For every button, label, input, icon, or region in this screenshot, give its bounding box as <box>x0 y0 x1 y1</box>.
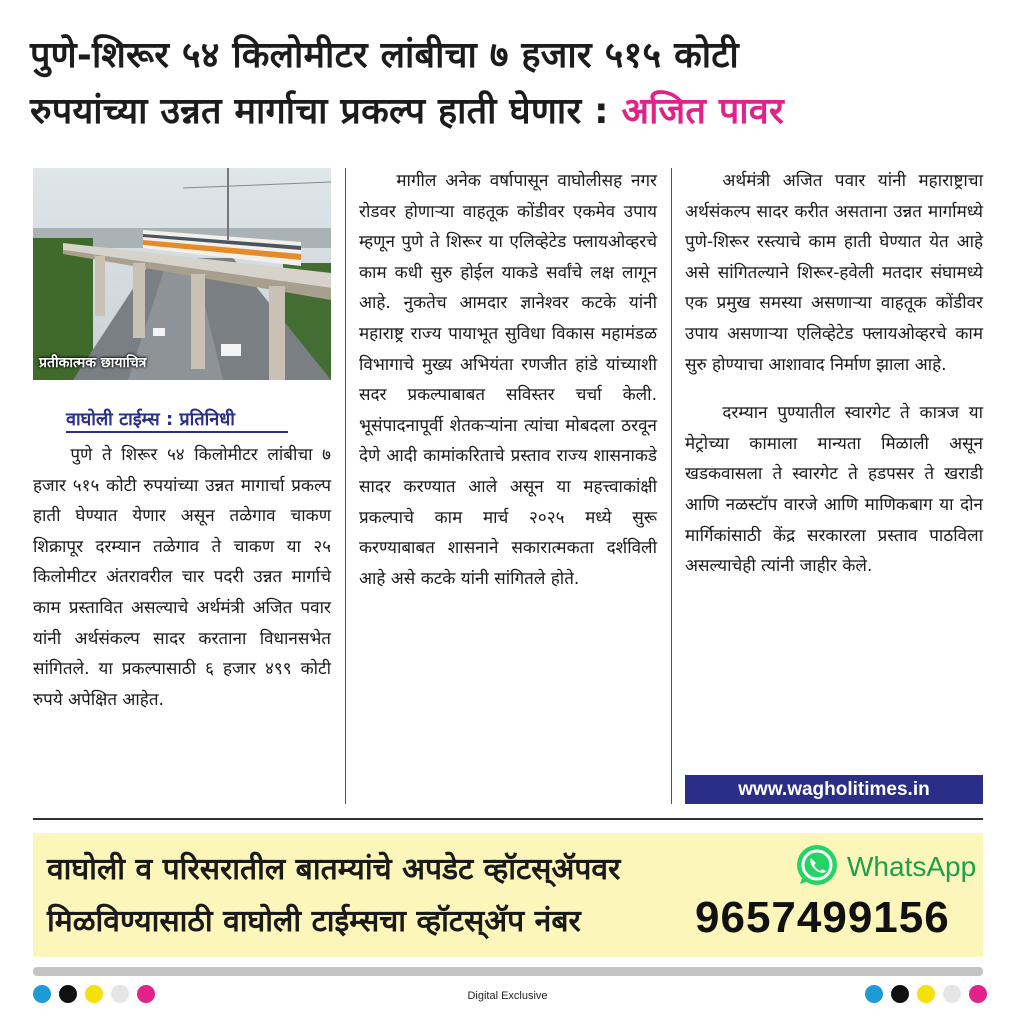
headline-line-2 <box>30 84 990 140</box>
whatsapp-phone-number[interactable]: 9657499156 <box>695 893 950 942</box>
column-divider <box>345 168 346 804</box>
banner-line-2: मिळविण्यासाठी वाघोली टाईम्सचा व्हॉटस्ॲप नंबर <box>47 904 581 939</box>
column-3-paragraph-2: दरम्यान पुण्यातील स्वारगेट ते कात्रज या मेट्रोच्या कामाला मान्यता मिळाली असून खडकवासला ते स्वारगेट ते हडपसर ते खराडी आणि नळस्टॉप वारजे आणि माणिकबाग या दोन मार्गिकांसाठी केंद्र सरकारला प्रस्ताव पाठविला असल्याचेही त्यांनी जाहीर केले. <box>685 403 983 577</box>
section-divider <box>33 818 983 820</box>
whatsapp-banner <box>33 833 983 957</box>
column-2-paragraph: मागील अनेक वर्षापासून वाघोलीसह नगर रोडवर होणाऱ्या वाहतूक कोंडीवर एकमेव उपाय म्हणून पुणे ते शिरूर या एलिव्हेटेड फ्लायओव्हरचे काम कधी सुरु होईल याकडे सर्वांचे लक्ष लागून आहे. नुकतेच आमदार ज्ञानेश्वर कटके यांनी महाराष्ट्र राज्य पायाभूत सुविधा विकास महामंडळ विभागाचे मुख्य अभियंता रणजीत हांडे यांच्याशी सदर प्रकल्पाबाबत सविस्तर चर्चा केली. भूसंपादनापूर्वी शेतकऱ्यांना त्यांचा मोबदला ठरवून देणे आदी कामांकरिताचे प्रस्ताव राज्य शासनाकडे सादर करण्यात आले असून या महत्त्वाकांक्षी प्रकल्पाचे काम मार्च २०२५ मध्ये सुरू करण्याबाबत शासनाने सकारात्मकता दर्शविली आहे असे कटके यांनी सांगितले होते. <box>359 171 657 589</box>
headline <box>30 28 990 140</box>
headline-accent-name: अजित पावर <box>621 91 784 132</box>
whatsapp-label: WhatsApp <box>847 851 977 882</box>
article-column-1 <box>33 440 331 715</box>
column-1-paragraph: पुणे ते शिरूर ५४ किलोमीटर लांबीचा ७ हजार ५१५ कोटी रुपयांच्या उन्नत मागार्चा प्रकल्प हाती घेण्यात येणार असून तळेगाव चाकण शिक्रापूर दरम्यान तळेगाव ते चाकण या २५ किलोमीटर अंतरावरील चार पदरी उन्नत मार्गाचे काम प्रस्तावित असल्याचे अर्थमंत्री अजित पवार यांनी अर्थसंकल्प सादर करताना विधानसभेत सांगितले. या प्रकल्पासाठी ६ हजार ४९९ कोटी रुपये अपेक्षित आहेत. <box>33 445 331 710</box>
article-column-3 <box>685 166 983 582</box>
column-3-paragraph-1: अर्थमंत्री अजित पवार यांनी महाराष्ट्राचा अर्थसंकल्प सादर करीत असताना उन्नत मार्गामध्ये पुणे-शिरूर रस्त्याचे काम हाती घेण्यात येत आहे असे सांगितल्याने शिरूर-हवेली मतदार संघामध्ये एक प्रमुख समस्या असणाऱ्या वाहतूक कोंडीवर उपाय असणाऱ्या एलिव्हेटेड फ्लायओव्हरचे काम सुरु होण्याचा आशावाद निर्माण झाला आहे. <box>685 171 983 375</box>
whatsapp-icon <box>795 843 839 887</box>
article-photo <box>33 168 331 380</box>
headline-line-1: पुणे-शिरूर ५४ किलोमीटर लांबीचा ७ हजार ५१५ कोटी <box>30 35 739 76</box>
headline-line-2-main: रुपयांच्या उन्नत मार्गाचा प्रकल्प हाती घेणार : <box>30 91 622 132</box>
article-column-2 <box>359 166 657 594</box>
website-link[interactable]: www.wagholitimes.in <box>685 775 983 804</box>
footer-bar <box>33 967 983 976</box>
byline-underline <box>66 431 288 433</box>
photo-caption: प्रतीकात्मक छायाचित्र <box>39 355 147 371</box>
banner-line-1: वाघोली व परिसरातील बातम्यांचे अपडेट व्हॉटस्ॲपवर <box>47 852 621 887</box>
metro-flyover-illustration <box>33 168 331 380</box>
digital-exclusive-label: Digital Exclusive <box>467 990 548 1002</box>
byline: वाघोली टाईम्स : प्रतिनिधी <box>66 409 235 430</box>
column-divider <box>671 168 672 804</box>
